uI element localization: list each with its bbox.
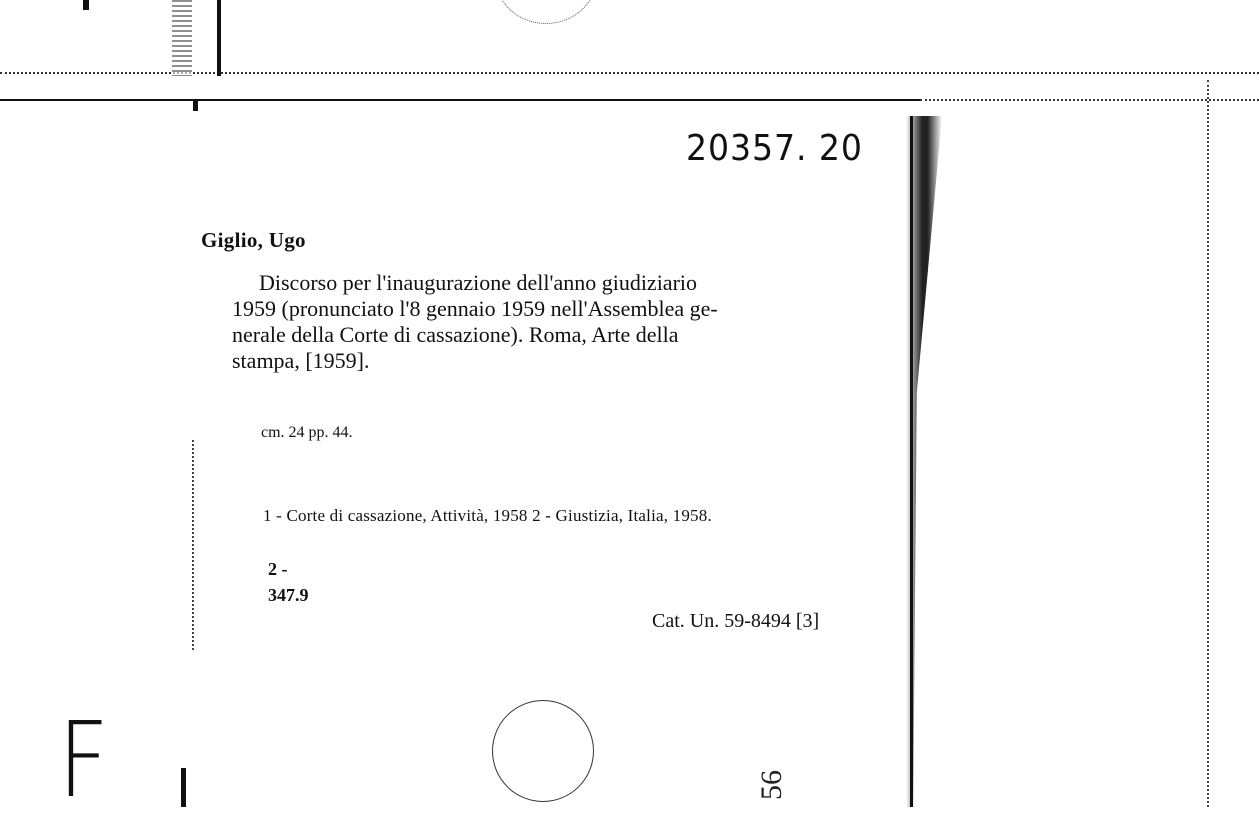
description-line: 1959 (pronunciato l'8 gennaio 1959 nell'Assemblea ge- (232, 296, 718, 321)
description-line: Discorso per l'inaugurazione dell'anno giudiziario (259, 270, 698, 295)
top-left-speck (83, 0, 89, 10)
margin-letter: F (58, 699, 109, 821)
classmark-line: 2 - (268, 559, 288, 579)
card-collation: cm. 24 pp. 44. (261, 424, 353, 441)
card-catalog-number: Cat. Un. 59-8494 [3] (652, 610, 820, 632)
handwritten-number: 20357. 20 (686, 128, 863, 169)
card-subjects: 1 - Corte di cassazione, Attività, 1958 2 - Giustizia, Italia, 1958. (263, 506, 712, 525)
bottom-left-mark (181, 768, 186, 807)
left-dotted-edge (192, 440, 194, 650)
margin-stamp-number: 56 (755, 770, 788, 800)
card-right-border (910, 116, 913, 807)
card-author: Giglio, Ugo (201, 228, 306, 252)
classmark-line: 347.9 (268, 585, 309, 605)
card-classmark (268, 556, 309, 608)
description-line: nerale della Corte di cassazione). Roma, Arte della (232, 322, 679, 347)
top-punch-hole-arc (495, 0, 597, 24)
card-description (232, 270, 886, 374)
description-line: stampa, [1959]. (232, 348, 370, 373)
far-right-dotted-edge (1207, 80, 1209, 807)
top-edge-line (0, 99, 920, 101)
top-left-shadow (172, 0, 192, 76)
card-corner-mark (193, 99, 198, 111)
top-left-border (217, 0, 221, 76)
bottom-punch-hole (492, 700, 594, 802)
